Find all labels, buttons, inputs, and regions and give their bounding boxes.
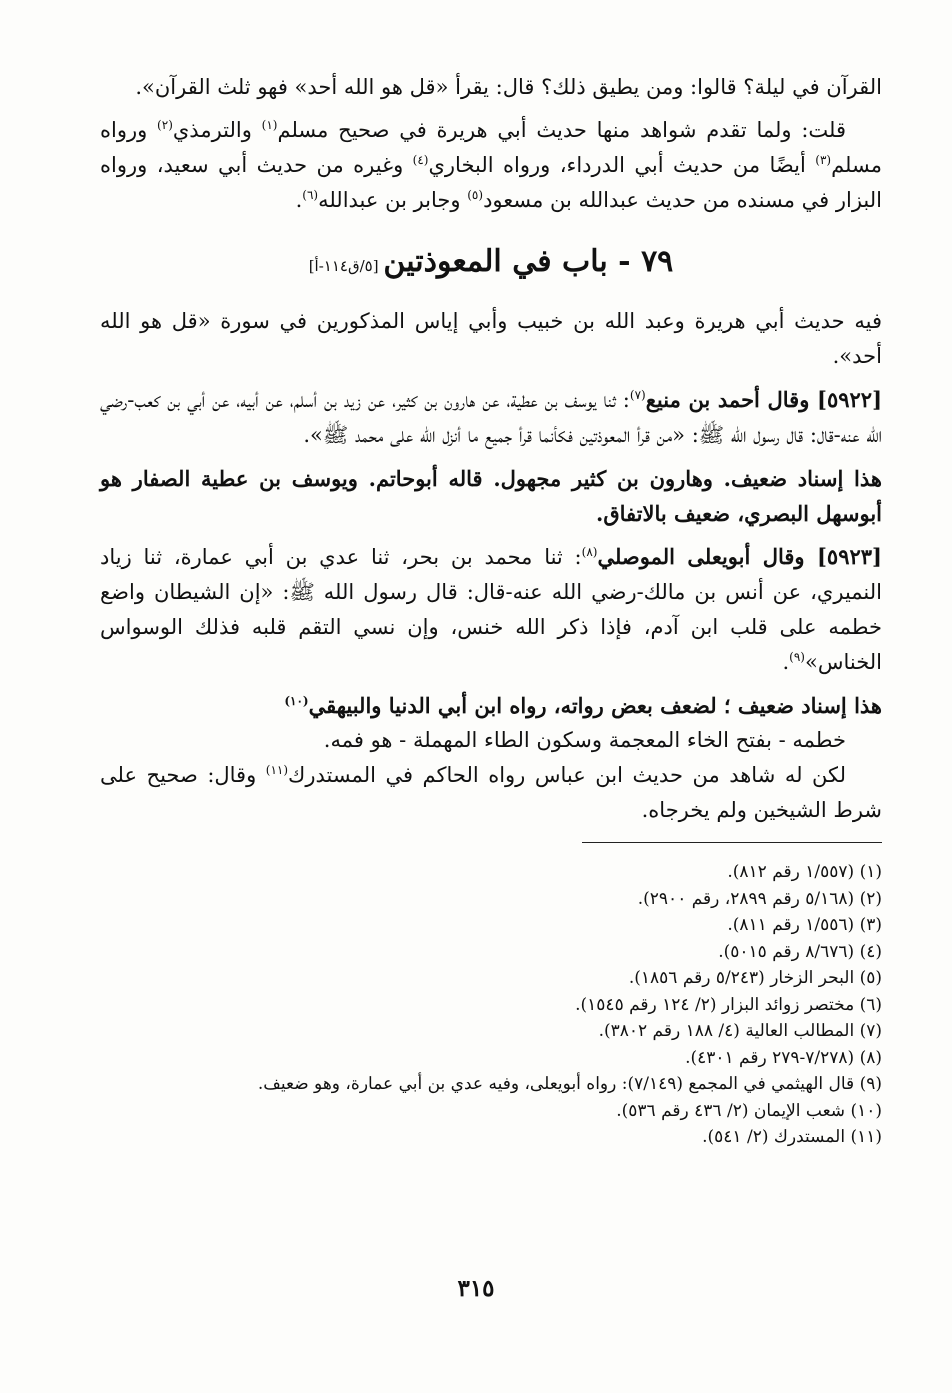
footnote-item: (١١) المستدرك (٢/ ٥٤١). <box>702 1127 882 1147</box>
footnote-marker: (١) <box>261 118 278 132</box>
hadith-text: : ثنا يوسف بن عطية، عن هارون بن كثير، عن زيد بن أسلم، عن أبيه، عن أبي بن كعب-رضي الله عنه-قال: قال رسول الله ﷺ: «من قرأ المعوذتين فكأنما قرأ جميع ما أنزل الله على محمد ﷺ». <box>100 388 882 447</box>
footnote-marker: (٥) <box>467 188 484 202</box>
page-body <box>100 70 882 1151</box>
footnote-item: (٨) (٧/٢٧٨-٢٧٩ رقم ٤٣٠١). <box>685 1047 882 1068</box>
hadith-paragraph <box>100 539 882 680</box>
hadith-number: [٥٩٢٢] وقال أحمد بن منيع <box>645 387 882 412</box>
footnote-marker: (٢) <box>157 118 173 132</box>
footnote-marker: (٦) <box>302 188 319 202</box>
footnote-item: (٧) المطالب العالية (٤/ ١٨٨ رقم ٣٨٠٢). <box>598 1021 882 1041</box>
footnote-item: (١٠) شعب الإيمان (٢/ ٤٣٦ رقم ٥٣٦). <box>616 1100 882 1121</box>
footnote-item: (٢) (٥/١٦٨ رقم ٢٨٩٩، رقم ٢٩٠٠). <box>637 888 882 909</box>
text-paragraph <box>100 70 882 105</box>
text-segment: أيضًا من حديث أبي الدرداء، ورواه البخاري <box>428 153 816 177</box>
text-paragraph <box>100 723 882 758</box>
text-line: خطمه - بفتح الخاء المعجمة وسكون الطاء المهملة - هو فمه. <box>323 728 846 752</box>
footnotes <box>100 859 882 1151</box>
hadith-paragraph <box>100 382 882 453</box>
footnote-marker: (٤) <box>412 153 429 167</box>
text-paragraph <box>100 304 882 374</box>
hadith-text: : ثنا محمد بن بحر، ثنا عدي بن أبي عمارة، ثنا زياد النميري، عن أنس بن مالك-رضي الله عنه-قال: قال رسول الله ﷺ: «إن الشيطان واضع خطمه على قلب ابن آدم، فإذا ذكر الله خنس، وإن نسي التقم قلبه فذلك الوسواس الخناس» <box>100 545 882 674</box>
footnote-item: (٥) البحر الزخار (٥/٢٤٣ رقم ١٨٥٦). <box>628 968 882 988</box>
hadith-grade <box>100 461 882 531</box>
footnote-marker: (٧) <box>629 388 646 402</box>
footnote-item: (١) (١/٥٥٧ رقم ٨١٢). <box>727 862 882 882</box>
footnote-divider <box>582 842 882 843</box>
footnote-item: (٣) (١/٥٥٦ رقم ٨١١). <box>727 915 882 935</box>
footnote-marker: (٣) <box>815 153 832 167</box>
footnote-item: (٦) مختصر زوائد البزار (٢/ ١٢٤ رقم ١٥٤٥). <box>575 994 882 1015</box>
hadith-grade <box>100 688 882 723</box>
text-segment: لكن له شاهد من حديث ابن عباس رواه الحاكم في المستدرك <box>288 763 846 787</box>
text-paragraph <box>100 113 882 218</box>
footnote-item: (٤) (٨/٦٧٦ رقم ٥٠١٥). <box>718 941 882 962</box>
chapter-title: ٧٩ - باب في المعوذتين <box>383 244 674 279</box>
grade-text: هذا إسناد ضعيف. وهارون بن كثير مجهول. قاله أبوحاتم. ويوسف بن عطية الصفار هو أبوسهل البصري، ضعيف بالاتفاق. <box>100 466 882 526</box>
text-paragraph <box>100 758 882 828</box>
text-segment: وجابر بن عبدالله <box>318 188 468 212</box>
text-segment: قلت: ولما تقدم شواهد منها حديث أبي هريرة في صحيح مسلم <box>277 118 847 142</box>
text-line: القرآن في ليلة؟ قالوا: ومن يطيق ذلك؟ قال: يقرأ «قل هو الله أحد» فهو ثلث القرآن». <box>135 75 882 99</box>
text-segment: . <box>295 188 303 212</box>
text-line: فيه حديث أبي هريرة وعبد الله بن خبيب وأبي إياس المذكورين في سورة «قل هو الله أحد». <box>100 309 882 368</box>
footnote-marker: (١١) <box>265 763 289 777</box>
text-segment: وقال: صحيح على شرط الشيخين ولم يخرجاه. <box>100 763 882 822</box>
page-number: ٣١٥ <box>457 1275 495 1302</box>
hadith-number: [٥٩٢٣] وقال أبويعلى الموصلي <box>597 544 882 569</box>
grade-text: هذا إسناد ضعيف ؛ لضعف بعض رواته، رواه ابن أبي الدنيا والبيهقي <box>308 693 882 718</box>
chapter-heading <box>100 242 882 286</box>
text-segment: . <box>782 650 790 674</box>
footnote-marker: (٨) <box>581 545 598 559</box>
footnote-marker: (١٠) <box>284 694 309 708</box>
footnote-item: (٩) قال الهيثمي في المجمع (٧/١٤٩): رواه أبويعلى، وفيه عدي بن أبي عمارة، وهو ضعيف. <box>257 1074 882 1094</box>
text-segment: ورواه مسلم <box>100 118 882 177</box>
text-segment: وغيره من حديث أبي سعيد، ورواه البزار في مسنده من حديث عبدالله بن مسعود <box>100 153 882 212</box>
text-segment: والترمذي <box>172 118 262 142</box>
footnote-marker: (٩) <box>789 650 805 664</box>
manuscript-ref: [٥/ق١١٤-أ] <box>308 257 384 275</box>
